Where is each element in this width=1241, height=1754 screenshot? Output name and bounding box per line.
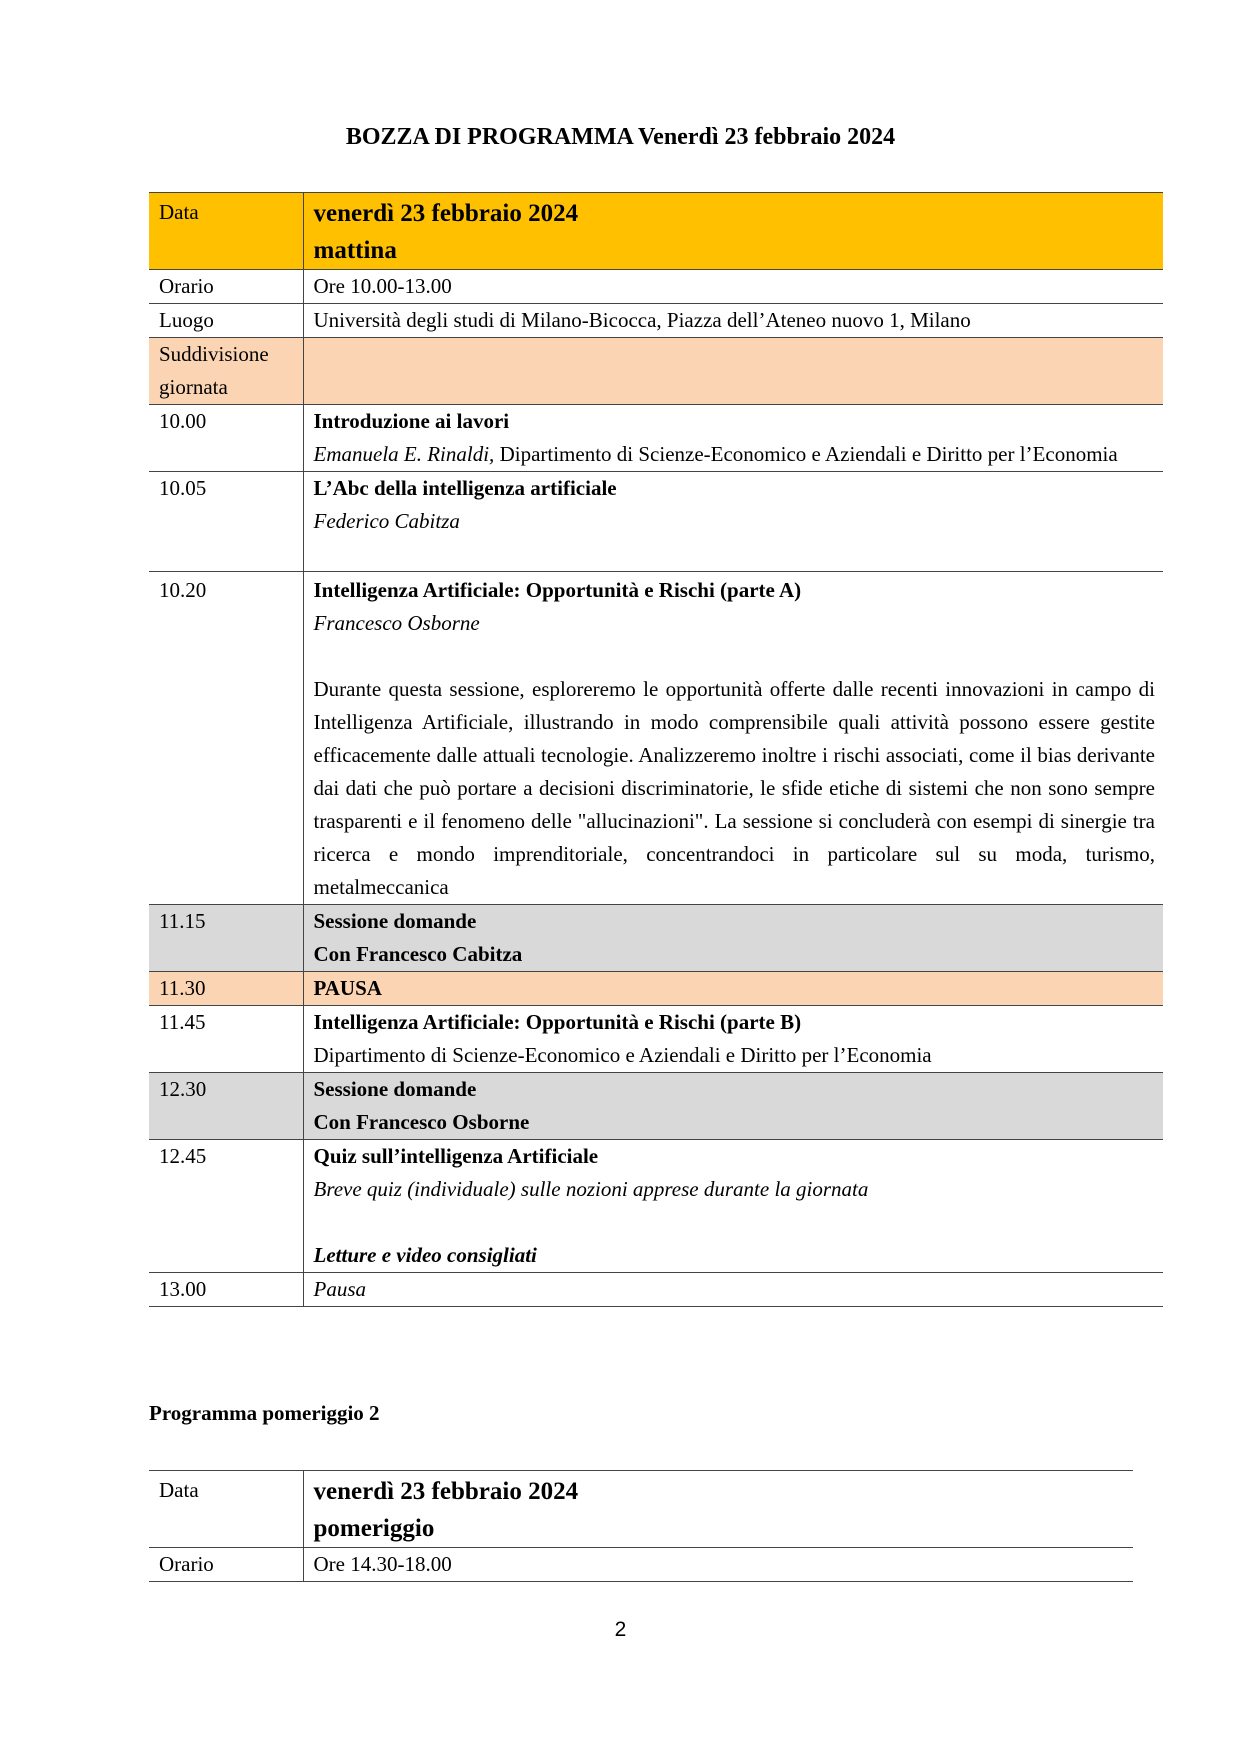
table-row — [149, 405, 1163, 472]
time-cell: 10.20 — [149, 572, 303, 905]
table-row — [149, 572, 1163, 905]
session-cell — [303, 405, 1163, 472]
session-cell — [303, 1006, 1163, 1073]
session-cell — [303, 572, 1163, 905]
time-cell: 11.45 — [149, 1006, 303, 1073]
table-row — [149, 1073, 1163, 1140]
page-number: 2 — [614, 1618, 627, 1641]
session-title: L’Abc della intelligenza artificiale — [313, 476, 617, 500]
session-extra: Letture e video consigliati — [313, 1243, 537, 1267]
table-row — [149, 338, 1163, 405]
header-label: Data — [149, 193, 303, 270]
table-row — [149, 270, 1163, 304]
orario-label: Orario — [149, 270, 303, 304]
session-title: Sessione domande — [313, 909, 477, 933]
orario-value: Ore 14.30-18.00 — [313, 1552, 452, 1576]
header-part: mattina — [313, 237, 397, 264]
table-row — [149, 1140, 1163, 1273]
table-row — [149, 905, 1163, 972]
luogo-value: Università degli studi di Milano-Bicocca, Piazza dell’Ateneo nuovo 1, Milano — [313, 308, 971, 332]
session-title: Intelligenza Artificiale: Opportunità e Rischi (parte B) — [313, 1010, 802, 1034]
session-cell — [303, 1140, 1163, 1273]
suddivisione-value — [303, 338, 1163, 405]
time-cell: 11.30 — [149, 972, 303, 1006]
afternoon-heading: Programma pomeriggio 2 — [149, 1401, 380, 1425]
header-date: venerdì 23 febbraio 2024 — [313, 1478, 579, 1505]
time-cell: 13.00 — [149, 1273, 303, 1307]
session-cell — [303, 1073, 1163, 1140]
session-cell — [303, 905, 1163, 972]
session-affiliation: Dipartimento di Scienze-Economico e Aziendali e Diritto per l’Economia — [494, 442, 1118, 466]
session-cell — [303, 1273, 1163, 1307]
time-cell: 10.05 — [149, 472, 303, 572]
table-header-row — [149, 193, 1163, 270]
session-title: Sessione domande — [313, 1077, 477, 1101]
session-title: Pausa — [313, 1277, 366, 1301]
suddivisione-label: Suddivisione giornata — [149, 338, 303, 405]
session-description: Durante questa sessione, esploreremo le opportunità offerte dalle recenti innovazioni in campo di Intelligenza Artificiale, illustrando in modo comprensibile quali attività possono essere gestite efficacemente dalle attuali tecnologie. Analizzeremo inoltre i rischi associati, come il bias derivante dai dati che può portare a decisioni discriminatorie, le sfide etiche di sistemi che non sono sempre trasparenti e il fenomeno delle "allucinazioni". La sessione si concluderà con esempi di sinergie tra ricerca e mondo imprenditoriale, concentrandoci in particolare sul su moda, turismo, metalmeccanica — [313, 677, 1155, 899]
session-title: Quiz sull’intelligenza Artificiale — [313, 1144, 599, 1168]
document-title: BOZZA DI PROGRAMMA Venerdì 23 febbraio 2024 — [345, 124, 896, 150]
session-title: Introduzione ai lavori — [313, 409, 510, 433]
table-row — [149, 472, 1163, 572]
session-speaker: Emanuela E. Rinaldi, — [313, 442, 495, 466]
header-content — [303, 1471, 1133, 1548]
table-row — [149, 1548, 1133, 1582]
table-row — [149, 1273, 1163, 1307]
session-detail: Breve quiz (individuale) sulle nozioni apprese durante la giornata — [313, 1177, 869, 1201]
afternoon-program-table — [149, 1470, 1133, 1582]
session-title: Intelligenza Artificiale: Opportunità e Rischi (parte A) — [313, 578, 802, 602]
session-subtitle: Con Francesco Cabitza — [313, 942, 523, 966]
luogo-label: Luogo — [149, 304, 303, 338]
session-title: PAUSA — [313, 976, 382, 1000]
orario-label: Orario — [149, 1548, 303, 1582]
session-speaker-line — [314, 438, 1156, 471]
time-cell: 10.00 — [149, 405, 303, 472]
header-label: Data — [149, 1471, 303, 1548]
session-speaker: Federico Cabitza — [313, 509, 460, 533]
session-subtitle: Con Francesco Osborne — [313, 1110, 530, 1134]
header-date: venerdì 23 febbraio 2024 — [313, 200, 579, 227]
orario-value: Ore 10.00-13.00 — [313, 274, 452, 298]
session-cell — [303, 972, 1163, 1006]
time-cell: 12.45 — [149, 1140, 303, 1273]
morning-program-table — [149, 192, 1163, 1307]
table-row — [149, 972, 1163, 1006]
time-cell: 11.15 — [149, 905, 303, 972]
time-cell: 12.30 — [149, 1073, 303, 1140]
table-row — [149, 304, 1163, 338]
table-row — [149, 1006, 1163, 1073]
table-header-row — [149, 1471, 1133, 1548]
session-speaker: Francesco Osborne — [313, 611, 480, 635]
session-detail: Dipartimento di Scienze-Economico e Aziendali e Diritto per l’Economia — [313, 1043, 932, 1067]
session-cell — [303, 472, 1163, 572]
header-content — [303, 193, 1163, 270]
header-part: pomeriggio — [313, 1515, 435, 1542]
